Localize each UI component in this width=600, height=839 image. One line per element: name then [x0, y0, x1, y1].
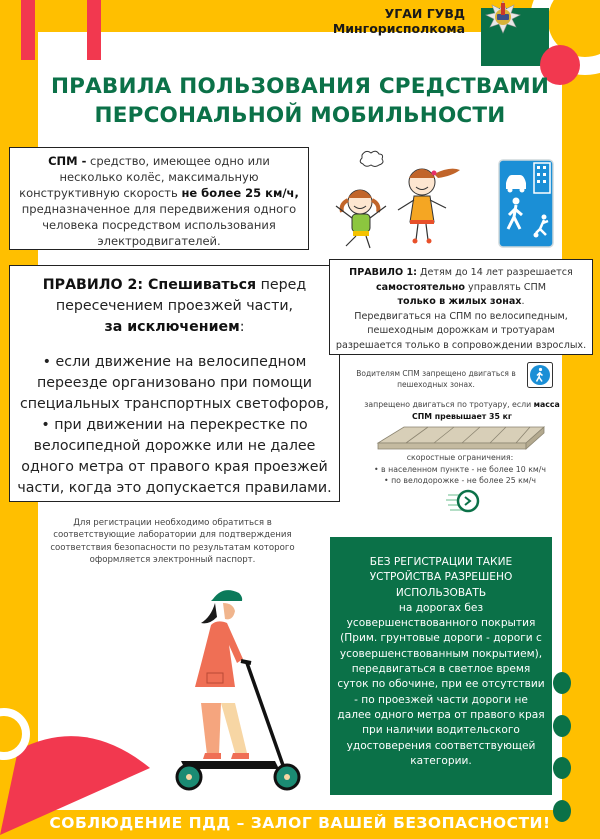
weight-bold: масса: [533, 400, 560, 409]
title-line-2: ПЕРСОНАЛЬНОЙ МОБИЛЬНОСТИ: [94, 103, 506, 128]
living-zone-sign-icon: [498, 159, 554, 248]
speed-limit-bike: • по велодорожке - не более 25 км/ч: [384, 476, 536, 485]
definition-text-1: средство, имеющее одно или несколько колёс, максимальную конструктивную скорость: [19, 154, 270, 200]
spacer: [16, 338, 333, 352]
no-registration-heading: БЕЗ РЕГИСТРАЦИИ ТАКИЕ УСТРОЙСТВА РАЗРЕШЕНО ИСПОЛЬЗОВАТЬ: [369, 556, 513, 599]
rule-2-text: перед пересечением проезжей части,: [55, 277, 307, 314]
no-registration-box: [330, 537, 552, 795]
speed-limits: [360, 452, 560, 487]
pedestrian-zone-text: Водителям СПМ запрещено двигаться в пешеходных зонах.: [356, 369, 516, 389]
definition-text-2: предназначенное для передвижения одного человека посредством использования электродвигателей.: [21, 202, 297, 248]
decorative-green-dot: [553, 757, 571, 779]
no-registration-text: на дорогах без усовершенствованного покрытия (Прим. грунтовые дороги - дороги с усовершенствованным покрытием), передвигаться в светлое время суток по обочине, при ее отсутствии - по проезжей части дороги не далее одного метра от правого края при наличии водительского удостоверения соответствующей категории.: [337, 601, 545, 767]
rule-2-exception-colon: :: [239, 319, 245, 335]
decorative-red-bar: [87, 0, 101, 60]
speed-icon: [446, 487, 482, 515]
rule-1-label: ПРАВИЛО 1:: [349, 267, 417, 278]
title-line-1: ПРАВИЛА ПОЛЬЗОВАНИЯ СРЕДСТВАМИ: [50, 74, 550, 99]
rule-1-independent: самостоятельно: [376, 281, 465, 293]
children-illustration: [322, 140, 482, 252]
weight-text: запрещено двигаться по тротуару, если: [364, 400, 534, 409]
rule-1-box: [329, 259, 593, 355]
rule-2-box: [9, 265, 340, 502]
speed-limit-city: • в населенном пункте - не более 10 км/ч: [373, 464, 547, 474]
definition-term: СПМ -: [48, 154, 87, 168]
registration-text: Для регистрации необходимо обратиться в соответствующие лаборатории для подтверждения соответствия безопасности по результатам которого оформляется электронный паспорт.: [50, 518, 295, 566]
rule-1-text-2: управлять СПМ: [464, 281, 546, 293]
rule-2-label: ПРАВИЛО 2: Спешиваться: [42, 277, 257, 293]
sidewalk-weight-restriction: [355, 399, 569, 422]
rule-2-exception: за исключением: [104, 319, 240, 335]
rule-2-bullet: • если движение на велосипедном переезде организовано при помощи специальных транспортных светофоров,: [19, 354, 330, 412]
definition-speed: не более 25 км/ч,: [181, 186, 299, 200]
rule-1-escort-text: Передвигаться на СПМ по велосипедным, пешеходным дорожкам и тротуарам разрешается только в сопровождении взрослых.: [335, 310, 587, 351]
footer-slogan: СОБЛЮДЕНИЕ ПДД – ЗАЛОГ ВАШЕЙ БЕЗОПАСНОСТИ!: [49, 814, 551, 832]
rule-1-period: .: [521, 296, 525, 307]
page-title: [40, 72, 560, 130]
spm-definition-box: [9, 147, 309, 250]
rule-1-text: Детям до 14 лет разрешается: [416, 267, 573, 278]
rule-2-bullet: • при движении на перекрестке по велосипедной дорожке или не далее одного метра от правого края проезжей части, когда это допускается правилами.: [17, 417, 332, 496]
woman-on-scooter-illustration: [175, 585, 320, 805]
organization-name: УГАИ ГУВД Мингорисполкома: [332, 6, 465, 36]
rule-1-zones: только в жилых зонах: [397, 296, 522, 307]
decorative-green-dot: [553, 672, 571, 694]
weight-limit: СПМ превышает 35 кг: [412, 411, 512, 421]
traffic-police-emblem-icon: [484, 0, 522, 34]
speed-limits-title: скоростные ограничения:: [406, 453, 514, 462]
decorative-green-dot: [553, 715, 571, 737]
sidewalk-illustration: [376, 421, 546, 451]
pedestrian-zone-sign-icon: [527, 362, 553, 388]
decorative-red-bar: [21, 0, 35, 60]
